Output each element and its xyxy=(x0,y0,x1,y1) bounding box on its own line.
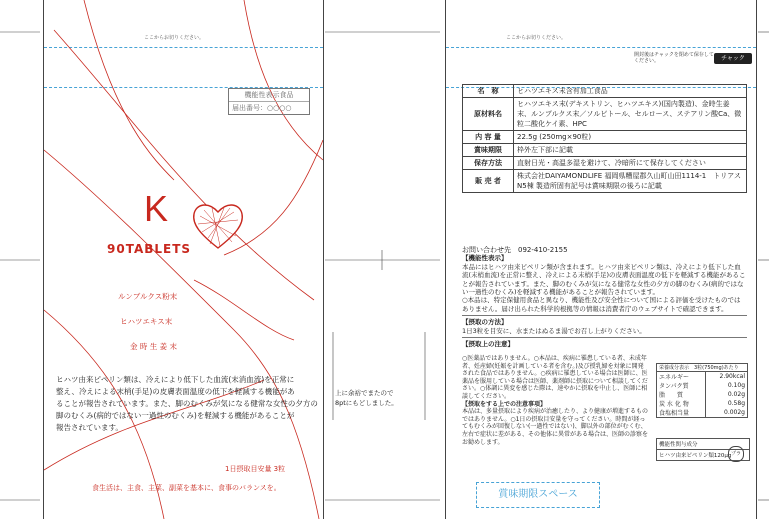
nutrition-row xyxy=(657,408,748,418)
functional-food-box xyxy=(228,88,310,115)
nutrition-head-row xyxy=(657,364,748,372)
functional-heading: 【機能性表示】 xyxy=(462,254,508,263)
nutrition-row xyxy=(657,381,748,390)
care-heading: 【摂取上の注意】 xyxy=(462,340,514,349)
front-description-line: 報告されています。 xyxy=(56,423,123,432)
recycle-icon: プラ xyxy=(728,446,744,462)
front-panel xyxy=(43,0,324,519)
spec-table xyxy=(462,84,747,193)
spec-value: 株式会社DAIYAMONDLIFE 福岡県糟屋郡久山町山田1114-1 トリアスN5棟 製造所固有記号は賞味期限の後ろに記載 xyxy=(514,170,747,193)
spec-value: 枠外左下部に記載 xyxy=(514,144,747,157)
spec-row xyxy=(463,85,747,98)
divider xyxy=(462,315,747,316)
front-description-line: ヒハツ由来ピペリン類は、冷えにより低下した血流(末消血流)を正常に xyxy=(56,375,295,384)
ingredient-1: ルンブルクス粉末 xyxy=(118,292,178,301)
spec-key: 原材料名 xyxy=(463,98,514,131)
design-note-line: 8ptにもどしました。 xyxy=(335,399,398,407)
design-note xyxy=(335,388,415,408)
best-before-space: 賞味期限スペース xyxy=(476,482,600,508)
divider xyxy=(462,337,747,338)
back-cut-label: ここからお切りください。 xyxy=(506,35,567,41)
spec-value: 22.5g (250mg×90粒) xyxy=(514,131,747,144)
nutrition-key: 食塩相当量 xyxy=(657,408,706,418)
design-note-line: 上に余裕でまたので xyxy=(335,389,394,397)
functional-food-label: 機能性表示食品 xyxy=(229,89,309,102)
notification-number: 届出番号：○○○○ xyxy=(232,104,292,112)
caution-text: ○本品は、特定保健用食品と異なり、機能性及び安全性について国による評価を受けたものではありません。届け出られた科学的根拠等の情報は消費者庁のウェブサイトで確認できます。 xyxy=(462,296,741,313)
nutrition-value: 0.002g xyxy=(705,408,747,418)
decorative-lines xyxy=(44,0,323,519)
nutrition-heading: 栄養成分表示 3粒(750mg)あたり xyxy=(657,364,748,372)
nutrition-row xyxy=(657,372,748,382)
nutrition-value: 0.02g xyxy=(705,390,747,399)
front-description xyxy=(56,374,318,434)
spec-value: 直射日光・高温多湿を避けて、冷暗所にて保存してください xyxy=(514,157,747,170)
back-panel xyxy=(445,0,757,519)
spec-value: ヒハツエキス末(デキストリン、ヒハツエキス)(国内製造)、金時生姜末、ルンブルクス末／ソルビトール、セルロース、ステアリン酸Ca、微粒二酸化ケイ素、HPC xyxy=(514,98,747,131)
spec-value: ヒハツエキス末含有加工食品 xyxy=(514,85,747,98)
spec-key: 内 容 量 xyxy=(463,131,514,144)
nutrition-value: 0.10g xyxy=(705,381,747,390)
spec-key: 名 称 xyxy=(463,85,514,98)
front-description-line: ることが報告されています。また、脚のむくみが気になる健常な女性の夕方の xyxy=(56,399,318,408)
nutrition-value: 2.90kcal xyxy=(705,372,747,382)
prep-text: 本品は、多量摂取により疾病が治癒したり、より健康が増進するものではありません。○1日の摂取目安量を守ってください。時間が経ってもむくみが回復しない(一過性ではない)、脚以外の部位がむくむ、左右で症状に差がある、その他体に異常がある場合は、医師の診察をお勧めします。 xyxy=(462,408,649,446)
tablet-count: 90TABLETS xyxy=(107,242,192,256)
zipper-note: 開封後はチャックを閉めて保存してください。 xyxy=(634,52,714,64)
nutrition-key: 脂 質 xyxy=(657,390,706,399)
spec-row xyxy=(463,157,747,170)
spec-row xyxy=(463,144,747,157)
nutrition-row xyxy=(657,399,748,408)
back-body-top xyxy=(462,246,747,348)
functional-component-heading: 機能性関与成分 xyxy=(659,442,698,448)
functional-text: 本品にはヒハツ由来ピペリン類が含まれます。ヒハツ由来ピペリン類は、冷えにより低下した血流(末梢血流)を正常に整え、冷えによる末梢(手足)の皮膚表面温度の低下を軽減する機能があることが報告されています。また、脚のむくみが気になる健常な女性の夕方の脚のむくみ(病的ではない一過性のむくみ)を軽減する機能があることが報告されています。 xyxy=(462,262,746,297)
daily-dose: 1日摂取目安量 3粒 xyxy=(225,465,286,473)
spec-row xyxy=(463,98,747,131)
front-description-line: 整え、冷えによる末梢(手足)の皮膚表面温度の低下を軽減する機能があ xyxy=(56,387,295,396)
method-heading: 【摂取の方法】 xyxy=(462,318,508,327)
zipper-label: チャック xyxy=(714,53,752,64)
ingredient-3: 金 時 生 姜 末 xyxy=(130,342,178,351)
nutrition-row xyxy=(657,390,748,399)
nutrition-key: エネルギー xyxy=(657,372,706,382)
front-cut-label: ここからお切りください。 xyxy=(144,35,205,41)
front-description-line: 脚のむくみ(病的ではない一過性のむくみ)を軽減する機能があることが xyxy=(56,411,295,420)
method-text: 1日3粒を目安に、水またはぬるま湯でお召し上がりください。 xyxy=(462,326,646,335)
prep-heading: 【摂取をする上での注意事項】 xyxy=(462,400,547,408)
heart-icon xyxy=(190,198,246,254)
spec-row xyxy=(463,131,747,144)
spec-key: 販 売 者 xyxy=(463,170,514,193)
back-body-bottom xyxy=(462,355,648,446)
ingredient-2: ヒハツエキス末 xyxy=(120,317,173,326)
spec-row xyxy=(463,170,747,193)
spec-key: 保存方法 xyxy=(463,157,514,170)
spec-key: 賞味期限 xyxy=(463,144,514,157)
nutrition-table xyxy=(656,363,748,418)
care-text: ○医薬品ではありません。○本品は、疾病に罹患している者、未成年者、妊産婦(妊娠を計画している者を含む。)及び授乳婦を対象に開発された食品ではありません。○疾病に罹患している場合は医師に、医薬品を服用している場合は医師、薬剤師に摂取について相談してください。○体調に異変を感じた際は、速やかに摂取を中止し、医師に相談してください。 xyxy=(462,355,648,400)
nutrition-key: 炭 水 化 物 xyxy=(657,399,706,408)
nutrition-value: 0.58g xyxy=(705,399,747,408)
logo-letter: K xyxy=(144,188,169,229)
nutrition-key: タンパク質 xyxy=(657,381,706,390)
functional-component-value: ヒハツ由来ピペリン類120μg xyxy=(657,449,749,460)
meal-note: 食生活は、主食、主菜、副菜を基本に、食事のバランスを。 xyxy=(92,484,281,492)
contact: お問い合わせ先 092-410-2155 xyxy=(462,246,568,254)
